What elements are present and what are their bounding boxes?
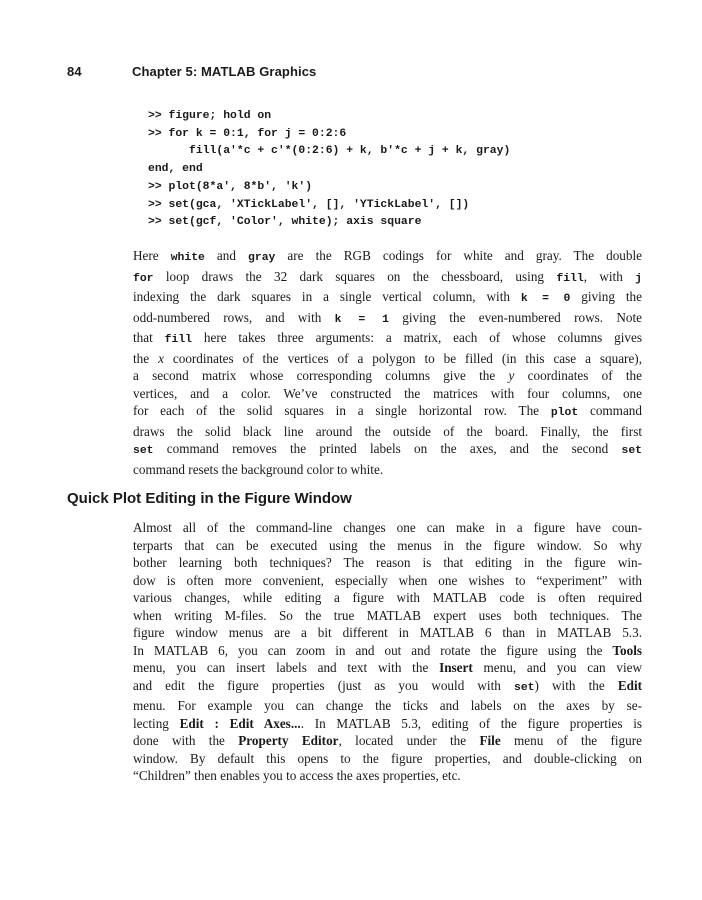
text-run: , located under the [338,733,480,748]
paragraph-explanation [133,247,642,478]
text-line [133,423,642,441]
text-run: Here [133,248,171,263]
text-line [133,715,642,733]
text-line [133,329,642,350]
text-run: for each of the solid squares in a single horizontal row. The [133,403,551,418]
text-run: window. By default this opens to the figure properties, and double-clicking on [133,750,642,766]
text-line [133,659,642,677]
page-header [67,64,316,79]
inline-code: k = 0 [520,293,571,305]
inline-code: fill [556,272,584,285]
italic-variable: x [158,350,164,366]
inline-code: set [621,445,642,457]
text-run: command resets the background color to white. [133,461,384,477]
text-run: , with [583,268,636,284]
text-run: ) with the [534,677,618,693]
text-line [133,589,642,607]
text-run: loop draws the 32 dark squares on the chessboard, using [153,268,557,284]
inline-code: plot [550,407,579,419]
text-run: various changes, while editing a figure with MATLAB code is often required [133,590,642,605]
code-line: fill(a'*c + c'*(0:2:6) + k, b'*c + j + k, gray) [148,145,511,158]
text-run: menu, you can insert labels and text with the [133,660,440,675]
text-run: draws the solid black line around the outside of the board. Finally, the first [133,423,642,439]
text-run: vertices, and a color. We’ve constructed the matrices with four columns, one [133,385,642,401]
code-line: >> figure; hold on [148,110,272,122]
italic-variable: y [508,368,515,383]
text-run: lecting [133,715,180,731]
text-run: coordinates of the vertices of a polygon to be filled (in this case a square), [163,350,642,366]
text-line [133,402,642,423]
text-run: that [133,330,165,345]
text-run: bother learning both techniques? The reason is that editing in the figure win- [133,555,642,570]
inline-code: set [133,445,154,457]
section-heading: Quick Plot Editing in the Figure Window [67,490,352,507]
inline-code: k = 1 [334,313,389,326]
text-run: giving the [570,289,642,304]
text-line [133,537,642,555]
text-line [133,461,642,479]
text-run: the [133,350,159,366]
code-line: >> plot(8*a', 8*b', 'k') [148,180,313,193]
text-run: menu, and you can view [472,660,643,675]
text-run: command [578,403,642,418]
text-run: odd-numbered rows, and with [133,309,335,325]
text-line [133,350,642,368]
text-run: here takes three arguments: a matrix, each of whose columns gives [192,330,643,345]
text-line [133,607,642,625]
text-run: Almost all of the command-line changes one can make in a figure have coun- [133,520,642,535]
text-run: giving the even-numbered rows. Note [388,309,643,325]
text-run: terparts that can be executed using the menus in the figure window. So why [133,537,642,553]
text-run: . In MATLAB 5.3, editing of the figure properties is [300,715,642,731]
text-line [133,642,642,660]
bold-term: Edit [617,677,642,693]
text-run: figure window menus are a bit different in MATLAB 6 than in MATLAB 5.3. [133,625,642,640]
code-line: >> set(gcf, 'Color', white); axis square [148,216,422,229]
bold-term: Edit : Edit Axes... [179,715,301,731]
inline-code: fill [164,334,192,346]
text-line [133,519,642,537]
code-listing [148,108,510,232]
inline-code: set [513,681,535,694]
bold-term: Insert [439,660,473,675]
text-line [133,247,642,268]
text-line [133,554,642,572]
text-run: indexing the dark squares in a single vertical column, with [133,289,521,304]
chapter-title: Chapter 5: MATLAB Graphics [132,64,317,79]
text-run: when writing M-files. So the true MATLAB expert uses both techniques. The [133,607,642,623]
code-line: end, end [148,163,203,176]
text-run: a second matrix whose corresponding columns give the [133,368,509,383]
text-line [133,624,642,642]
text-run: In MATLAB 6, you can zoom in and out and rotate the figure using the [133,642,613,658]
text-line [133,697,642,715]
text-run: done with the [133,733,239,748]
text-run: are the RGB codings for white and gray. The double [275,248,643,263]
text-line [133,367,642,385]
text-run: “Children” then enables you to access the axes properties, etc. [133,768,461,783]
text-line [133,268,642,289]
text-line [133,385,642,403]
text-line [133,750,642,768]
text-line [133,572,642,590]
text-line [133,767,642,785]
bold-term: Tools [612,642,642,658]
inline-code: white [170,252,205,264]
code-line: >> set(gca, 'XTickLabel', [], 'YTickLabel', []) [148,198,470,211]
bold-term: Property Editor [238,733,339,748]
text-line [133,288,642,309]
text-line [133,677,642,698]
bold-term: File [479,733,501,748]
text-run: dow is often more convenient, especially when one wishes to “experiment” with [133,572,642,588]
text-line [133,440,642,461]
text-run: and [204,248,249,263]
paragraph-plot-editing [133,519,642,785]
text-run: command removes the printed labels on the axes, and the second [153,441,622,456]
text-run: and edit the figure properties (just as you would with [133,677,514,693]
text-run: menu. For example you can change the ticks and labels on the axes by se- [133,698,642,713]
inline-code: gray [248,252,276,264]
code-line: >> for k = 0:1, for j = 0:2:6 [148,127,347,140]
inline-code: j [635,272,642,285]
text-run: menu of the figure [500,733,642,748]
page-number: 84 [67,64,82,79]
text-line [133,309,642,330]
inline-code: for [133,272,154,285]
text-line [133,732,642,750]
text-run: coordinates of the [514,368,642,383]
